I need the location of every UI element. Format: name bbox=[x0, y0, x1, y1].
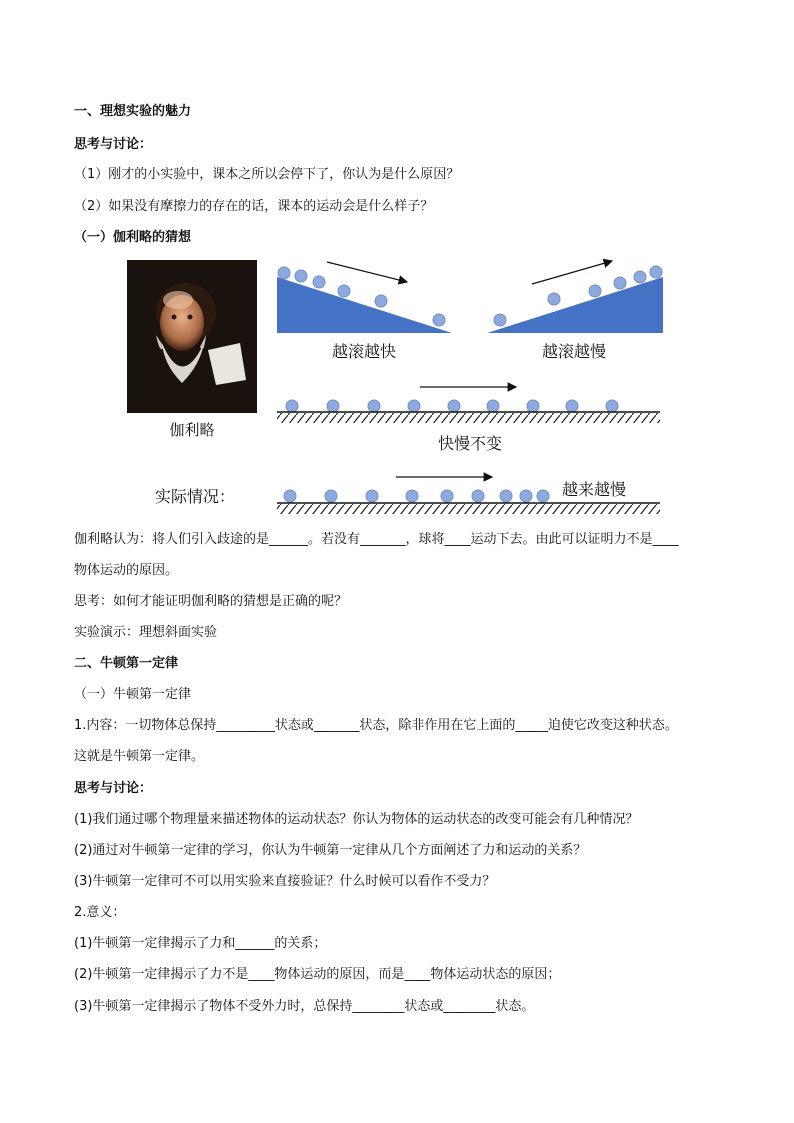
question-1: （1）刚才的小实验中，课本之所以会停下了，你认为是什么原因？ bbox=[74, 167, 460, 182]
ball bbox=[487, 400, 499, 412]
meaning-3: (3)牛顿第一定律揭示了物体不受外力时，总保持________状态或________状态。 bbox=[74, 999, 535, 1014]
ball bbox=[313, 276, 325, 288]
galileo-portrait bbox=[127, 260, 257, 413]
ball bbox=[527, 400, 539, 412]
flat-ground-hatch bbox=[277, 413, 660, 423]
galileo-figure bbox=[120, 255, 680, 520]
ball bbox=[325, 490, 337, 502]
meaning-1: (1)牛顿第一定律揭示了力和______的关系； bbox=[74, 936, 327, 951]
galileo-subheading: （一）伽利略的猜想 bbox=[74, 230, 192, 245]
ball bbox=[286, 400, 298, 412]
galileo-view-line2: 物体运动的原因。 bbox=[74, 563, 179, 578]
experiment-demo: 实验演示：理想斜面实验 bbox=[74, 625, 218, 640]
left-arrow bbox=[327, 262, 407, 282]
section2-heading: 二、牛顿第一定律 bbox=[74, 656, 179, 671]
content-line2: 这就是牛顿第一定律。 bbox=[74, 749, 205, 764]
actual-ground-hatch bbox=[277, 504, 660, 514]
ball bbox=[472, 490, 484, 502]
ball bbox=[634, 271, 646, 283]
label-faster: 越滚越快 bbox=[331, 342, 397, 361]
label-constant: 快慢不变 bbox=[437, 434, 503, 453]
actual-balls bbox=[284, 490, 549, 502]
portrait-caption: 伽利略 bbox=[169, 421, 215, 439]
label-slowing: 越来越慢 bbox=[562, 480, 627, 499]
meaning-2: (2)牛顿第一定律揭示了力不是____物体运动的原因，而是____物体运动状态的原因； bbox=[74, 967, 561, 982]
ball bbox=[520, 490, 532, 502]
ball bbox=[650, 266, 662, 278]
ball bbox=[278, 267, 290, 279]
ball bbox=[548, 293, 560, 305]
ball bbox=[614, 277, 626, 289]
right-ramp bbox=[487, 277, 663, 333]
section1-heading: 一、理想实验的魅力 bbox=[74, 104, 192, 119]
ball bbox=[375, 295, 387, 307]
content-line1: 1.内容：一切物体总保持_________状态或_______状态，除非作用在它上面的_____迫使它改变这种状态。 bbox=[74, 718, 678, 733]
ball bbox=[327, 400, 339, 412]
ball bbox=[338, 285, 350, 297]
ball bbox=[606, 400, 618, 412]
ball bbox=[295, 270, 307, 282]
ball bbox=[494, 314, 506, 326]
meaning-label: 2.意义： bbox=[74, 905, 126, 920]
newton-subheading: （一）牛顿第一定律 bbox=[74, 687, 192, 702]
discussion-2: (2)通过对牛顿第一定律的学习，你认为牛顿第一定律从几个方面阐述了力和运动的关系？ bbox=[74, 843, 587, 858]
ball bbox=[566, 400, 578, 412]
discuss-label-2: 思考与讨论： bbox=[74, 781, 153, 796]
discussion-1: (1)我们通过哪个物理量来描述物体的运动状态？你认为物体的运动状态的改变可能会有几种情况？ bbox=[74, 812, 639, 827]
label-actual: 实际情况： bbox=[155, 487, 236, 506]
ball bbox=[406, 490, 418, 502]
ball bbox=[408, 400, 420, 412]
ball bbox=[500, 490, 512, 502]
think-question: 思考：如何才能证明伽利略的猜想是正确的呢？ bbox=[74, 594, 348, 609]
left-ramp bbox=[277, 277, 452, 333]
ball bbox=[537, 490, 549, 502]
ball bbox=[284, 490, 296, 502]
ball bbox=[441, 490, 453, 502]
label-slower: 越滚越慢 bbox=[541, 342, 607, 361]
ball bbox=[366, 490, 378, 502]
right-arrow bbox=[532, 261, 612, 284]
question-2: （2）如果没有摩擦力的存在的话，课本的运动会是什么样子？ bbox=[74, 199, 434, 214]
ball bbox=[448, 400, 460, 412]
galileo-view-line1: 伽利略认为：将人们引入歧途的是______。若没有_______，球将____运动下去。由此可以证明力不是____ bbox=[74, 532, 679, 547]
discuss-label-1: 思考与讨论： bbox=[74, 137, 153, 152]
discussion-3: (3)牛顿第一定律可不可以用实验来直接验证？什么时候可以看作不受力？ bbox=[74, 874, 496, 889]
ball bbox=[589, 285, 601, 297]
flat-balls bbox=[286, 400, 618, 412]
ball bbox=[433, 314, 445, 326]
ball bbox=[368, 400, 380, 412]
